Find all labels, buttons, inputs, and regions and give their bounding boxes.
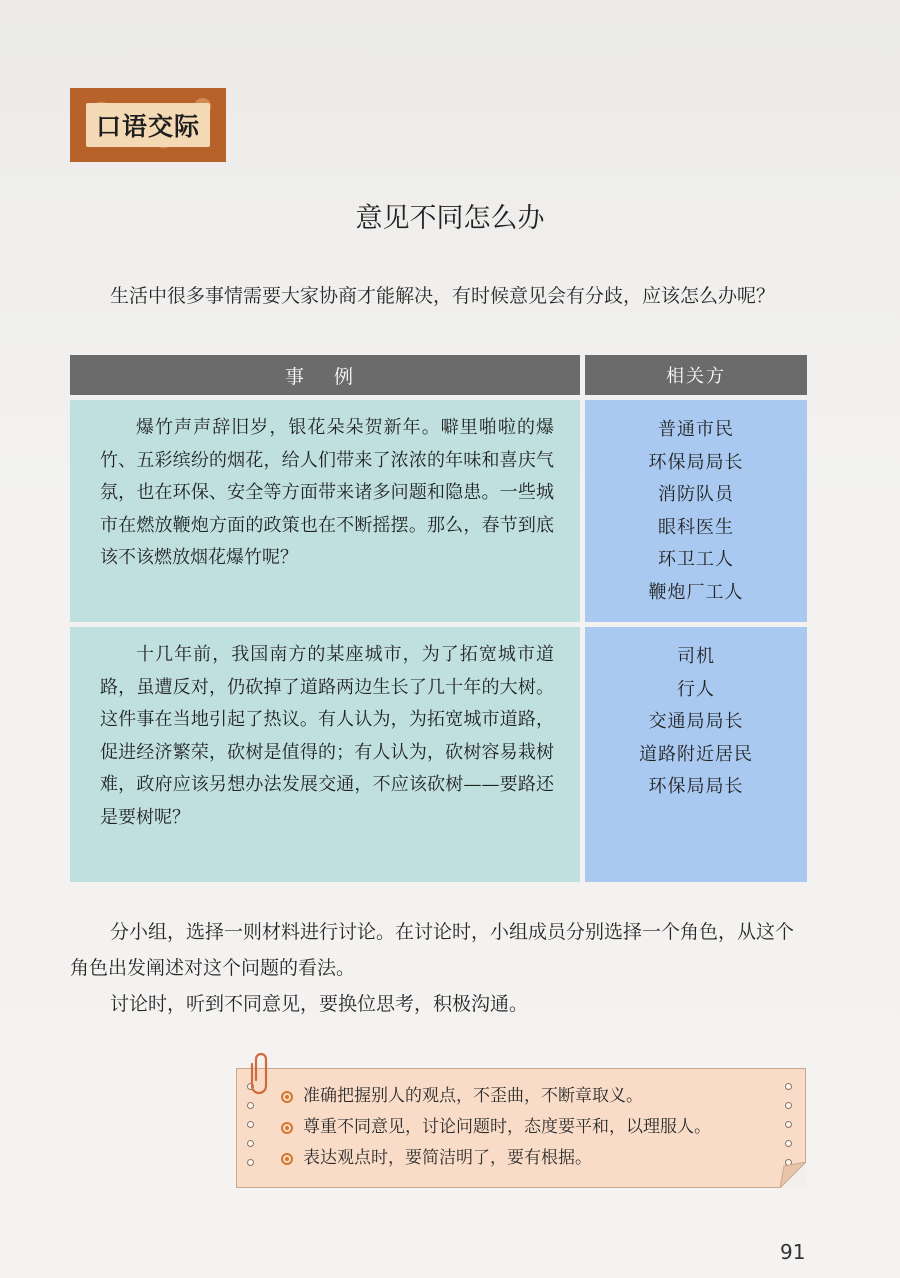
party-item: 鞭炮厂工人 [648, 581, 744, 603]
instruction-paragraph-1: 分小组，选择一则材料进行讨论。在讨论时，小组成员分别选择一个角色，从这个角色出发阐述对这个问题的看法。 [70, 921, 795, 979]
section-badge-label: 口语交际 [86, 103, 210, 147]
table-header-parties: 相关方 [585, 355, 807, 395]
party-cell-2 [585, 627, 807, 882]
party-item: 环卫工人 [658, 549, 734, 570]
bullet-circle-icon [281, 1153, 293, 1165]
case-cell-2: 十几年前，我国南方的某座城市，为了拓宽城市道路，虽遭反对，仍砍掉了道路两边生长了几十年的大树。这件事在当地引起了热议。有人认为，为拓宽城市道路，促进经济繁荣，砍树是值得的；有人认为，砍树容易栽树难，政府应该另想办法发展交通，不应该砍树——要路还是要树呢？ [70, 627, 580, 882]
party-item: 消防队员 [658, 484, 734, 505]
page-title: 意见不同怎么办 [355, 203, 545, 234]
party-item: 环保局局长 [648, 776, 744, 797]
party-item: 环保局局长 [648, 451, 744, 473]
tip-item: 表达观点时，要简洁明了，要有根据。 [281, 1143, 791, 1174]
bullet-circle-icon [281, 1122, 293, 1134]
party-item: 交通局局长 [648, 711, 744, 732]
table-header-case: 事 例 [70, 355, 580, 395]
party-cell-1 [585, 400, 807, 622]
party-item: 道路附近居民 [639, 743, 753, 765]
instruction-paragraph-2: 讨论时，听到不同意见，要换位思考，积极沟通。 [110, 993, 529, 1015]
case-cell-1: 爆竹声声辞旧岁，银花朵朵贺新年。噼里啪啦的爆竹、五彩缤纷的烟花，给人们带来了浓浓的年味和喜庆气氛，也在环保、安全等方面带来诸多问题和隐患。一些城市在燃放鞭炮方面的政策也在不断摇摆。那么，春节到底该不该燃放烟花爆竹呢？ [70, 400, 580, 622]
party-item: 眼科医生 [658, 516, 734, 538]
tip-item: 准确把握别人的观点，不歪曲，不断章取义。 [281, 1081, 791, 1112]
page-number: 91 [780, 1240, 806, 1264]
tip-item: 尊重不同意见，讨论问题时，态度要平和，以理服人。 [281, 1112, 791, 1143]
bullet-circle-icon [281, 1091, 293, 1103]
page-curl-icon [780, 1162, 806, 1188]
party-item: 普通市民 [658, 419, 734, 440]
paperclip-icon [248, 1050, 274, 1098]
party-item: 司机 [677, 646, 715, 667]
section-badge [70, 88, 226, 162]
tips-card [236, 1068, 806, 1188]
intro-paragraph: 生活中很多事情需要大家协商才能解决，有时候意见会有分歧，应该怎么办呢？ [110, 285, 776, 307]
tips-list [281, 1081, 791, 1174]
party-item: 行人 [677, 678, 715, 700]
